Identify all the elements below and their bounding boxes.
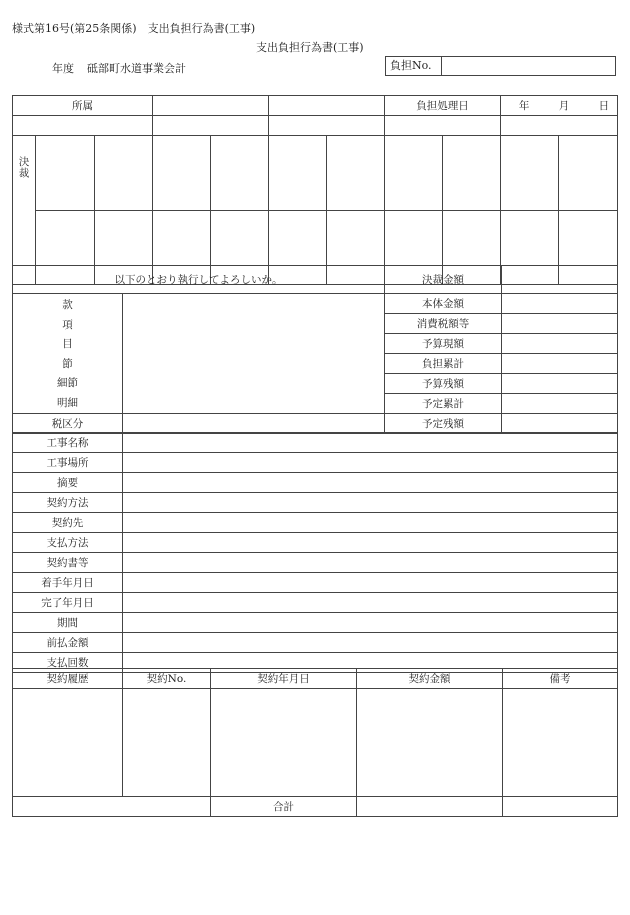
detail-value[interactable]	[123, 453, 618, 473]
top-cell[interactable]	[501, 116, 618, 136]
organization-name: 砥部町水道事業会計	[87, 62, 186, 75]
tekiyo-label: 摘要	[13, 473, 123, 493]
month-unit: 月	[558, 100, 570, 112]
planned-remaining-label: 予定残額	[385, 414, 502, 434]
end-date-label: 完了年月日	[13, 593, 123, 613]
detail-value[interactable]	[123, 473, 618, 493]
form-title: 支出負担行為書(工事)	[256, 41, 364, 54]
history-cell[interactable]	[357, 689, 503, 797]
approval-statement: 以下のとおり執行してよろしいか。	[13, 266, 385, 294]
futan-date-value[interactable]	[501, 96, 618, 116]
detail-value[interactable]	[123, 593, 618, 613]
budget-remaining-label: 予算残額	[385, 374, 502, 394]
budget-value[interactable]	[502, 294, 618, 314]
moku-label: 目	[62, 338, 73, 351]
setsu-label: 節	[62, 357, 73, 370]
history-cell[interactable]	[503, 689, 618, 797]
stamp-cell[interactable]	[385, 136, 443, 211]
tax-kubun-label: 税区分	[13, 414, 123, 434]
detail-value[interactable]	[123, 513, 618, 533]
top-cell[interactable]	[153, 96, 269, 116]
detail-value[interactable]	[123, 493, 618, 513]
total-label: 合計	[211, 797, 357, 817]
detail-value[interactable]	[123, 553, 618, 573]
contract-date-header: 契約年月日	[211, 669, 357, 689]
futan-no-input[interactable]	[443, 57, 615, 75]
form-number: 様式第16号(第25条関係) 支出負担行為書(工事)	[12, 22, 256, 35]
budget-current-label: 予算現額	[385, 334, 502, 354]
budget-value[interactable]	[502, 314, 618, 334]
koji-place-label: 工事場所	[13, 453, 123, 473]
shozoku-label: 所属	[13, 96, 153, 116]
budget-table	[12, 265, 618, 434]
budget-value[interactable]	[502, 354, 618, 374]
meisai-label: 明細	[57, 396, 78, 409]
contract-docs-label: 契約書等	[13, 553, 123, 573]
budget-value[interactable]	[502, 334, 618, 354]
kessai-label: 決裁	[13, 136, 36, 285]
top-cell[interactable]	[153, 116, 269, 136]
stamp-cell[interactable]	[269, 136, 327, 211]
kou-label: 項	[62, 318, 73, 331]
stamp-cell[interactable]	[443, 136, 501, 211]
detail-value[interactable]	[123, 613, 618, 633]
detail-value[interactable]	[123, 573, 618, 593]
budget-value[interactable]	[502, 414, 618, 434]
kessai-amount-label: 決裁金額	[385, 266, 502, 294]
day-unit: 日	[598, 100, 610, 112]
top-table	[12, 95, 618, 285]
budget-left-labels	[13, 294, 123, 414]
koji-name-label: 工事名称	[13, 433, 123, 453]
details-table	[12, 432, 618, 673]
remarks-header: 備考	[503, 669, 618, 689]
detail-value[interactable]	[123, 633, 618, 653]
futan-no-label: 負担No.	[386, 57, 442, 75]
stamp-cell[interactable]	[327, 136, 385, 211]
year-label: 年度	[52, 62, 74, 75]
history-cell[interactable]	[123, 689, 211, 797]
futan-no-box	[385, 56, 616, 76]
budget-items-value[interactable]	[123, 294, 385, 414]
futan-cumulative-label: 負担累計	[385, 354, 502, 374]
stamp-cell[interactable]	[211, 136, 269, 211]
stamp-cell[interactable]	[153, 136, 211, 211]
planned-cumulative-label: 予定累計	[385, 394, 502, 414]
tax-kubun-value[interactable]	[123, 414, 385, 434]
top-cell[interactable]	[13, 116, 153, 136]
history-cell[interactable]	[211, 689, 357, 797]
budget-value[interactable]	[502, 394, 618, 414]
total-remarks-value[interactable]	[503, 797, 618, 817]
kan-label: 款	[62, 299, 73, 312]
contract-method-label: 契約方法	[13, 493, 123, 513]
budget-value[interactable]	[502, 374, 618, 394]
tax-amount-label: 消費税額等	[385, 314, 502, 334]
year-unit: 年	[518, 100, 530, 112]
contract-no-header: 契約No.	[123, 669, 211, 689]
total-amount-value[interactable]	[357, 797, 503, 817]
advance-payment-label: 前払金額	[13, 633, 123, 653]
kessai-amount-value[interactable]	[502, 266, 618, 294]
top-cell[interactable]	[269, 96, 385, 116]
hontai-amount-label: 本体金額	[385, 294, 502, 314]
period-label: 期間	[13, 613, 123, 633]
history-cell[interactable]	[13, 689, 123, 797]
history-table	[12, 668, 618, 817]
payment-method-label: 支払方法	[13, 533, 123, 553]
history-header: 契約履歴	[13, 669, 123, 689]
top-cell[interactable]	[385, 116, 501, 136]
detail-value[interactable]	[123, 433, 618, 453]
saisetsu-label: 細節	[57, 377, 78, 390]
history-cell[interactable]	[13, 797, 211, 817]
contractor-label: 契約先	[13, 513, 123, 533]
detail-value[interactable]	[123, 533, 618, 553]
top-cell[interactable]	[269, 116, 385, 136]
start-date-label: 着手年月日	[13, 573, 123, 593]
contract-amount-header: 契約金額	[357, 669, 503, 689]
stamp-cell[interactable]	[36, 136, 95, 211]
stamp-cell[interactable]	[501, 136, 559, 211]
stamp-cell[interactable]	[95, 136, 153, 211]
stamp-cell[interactable]	[559, 136, 618, 211]
payment-count-label: 支払回数	[13, 653, 123, 673]
futan-date-label: 負担処理日	[385, 96, 501, 116]
